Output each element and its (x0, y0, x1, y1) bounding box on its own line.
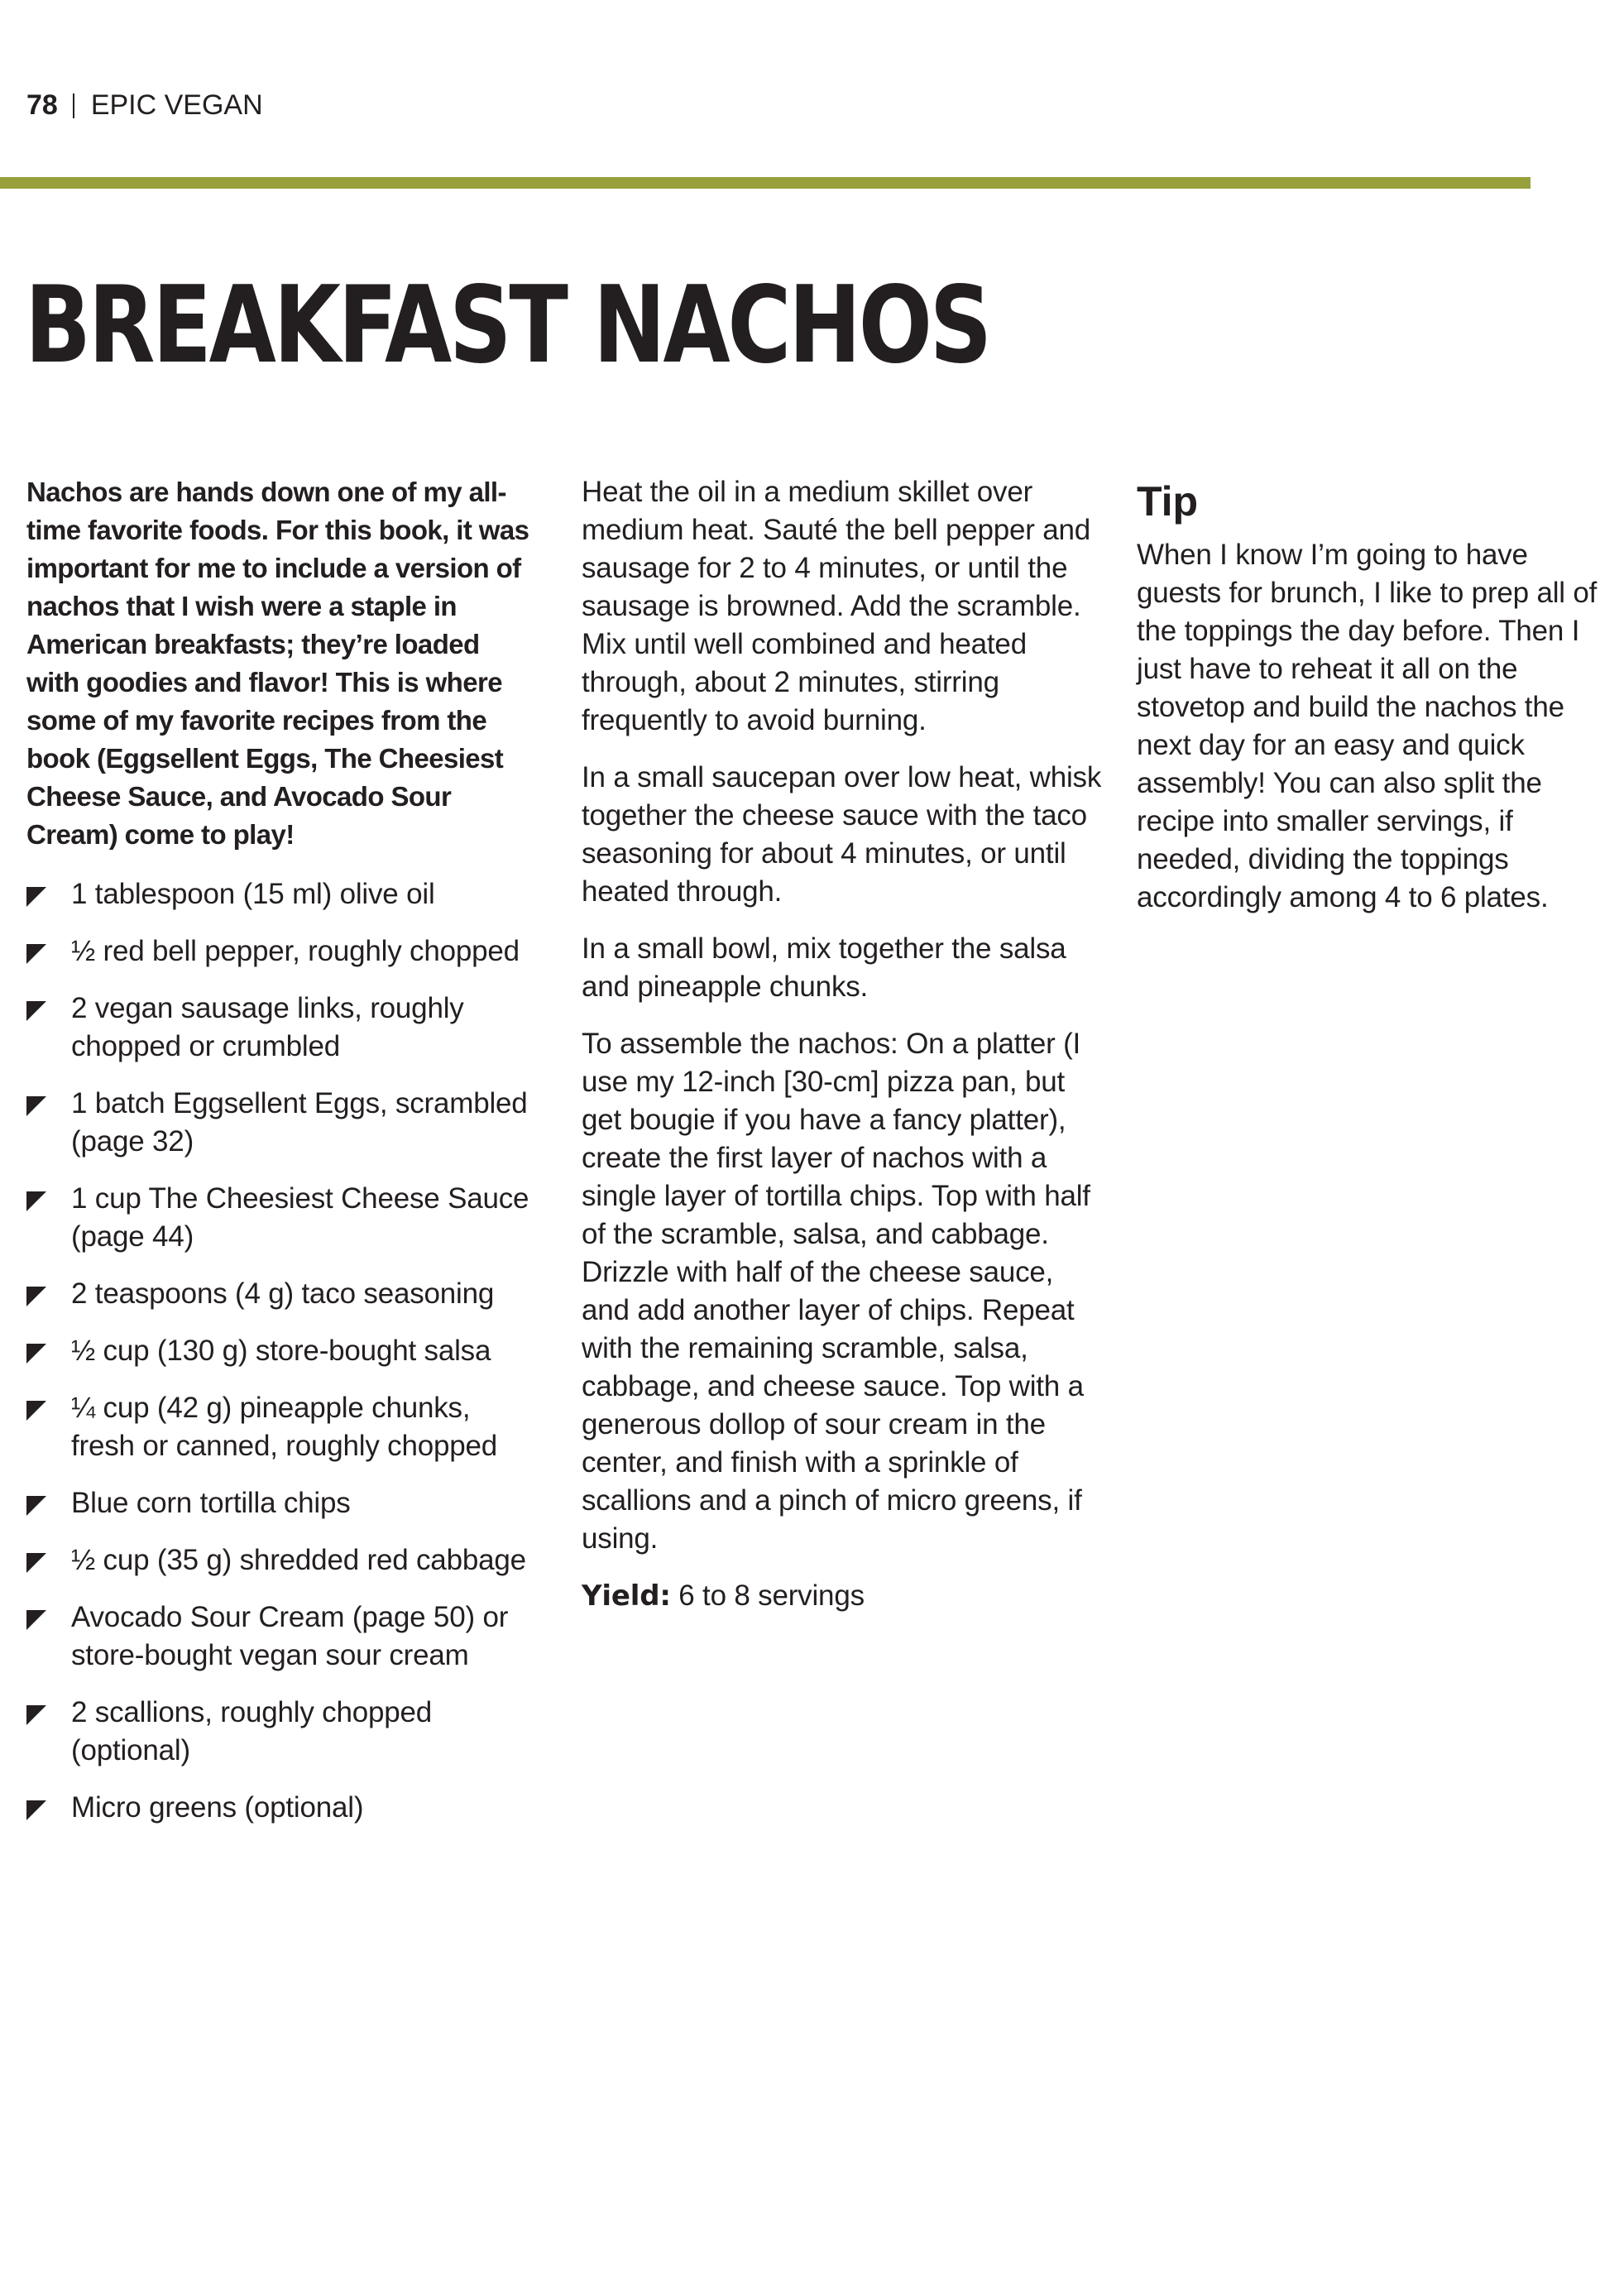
triangle-bullet-icon (26, 1287, 46, 1306)
ingredient-item (26, 1694, 531, 1770)
intro-column (26, 473, 531, 1846)
triangle-bullet-icon (26, 1705, 46, 1725)
ingredient-item (26, 1484, 531, 1522)
triangle-bullet-icon (26, 1401, 46, 1421)
ingredient-item (26, 1389, 531, 1465)
ingredient-text: ½ red bell pepper, roughly chopped (71, 935, 520, 967)
direction-step: In a small saucepan over low heat, whisk together the cheese sauce with the taco seasoning for about 4 minutes, or until heated through. (582, 761, 1102, 908)
ingredient-item (26, 875, 531, 913)
ingredient-item (26, 1332, 531, 1370)
ingredient-text: Blue corn tortilla chips (71, 1487, 351, 1519)
ingredient-text: 2 teaspoons (4 g) taco seasoning (71, 1277, 495, 1310)
header-rule (0, 177, 1531, 189)
direction-step: Heat the oil in a medium skillet over medium heat. Sauté the bell pepper and sausage for 2 to 4 minutes, or until the sausage is browned. Add the scramble. Mix until well combined and heated through, about 2 minutes, stirring frequently to avoid burning. (582, 476, 1091, 736)
ingredient-item (26, 932, 531, 971)
triangle-bullet-icon (26, 1496, 46, 1516)
ingredient-text: 2 scallions, roughly chopped (optional) (71, 1696, 433, 1766)
triangle-bullet-icon (26, 1800, 46, 1820)
running-header (26, 89, 263, 122)
triangle-bullet-icon (26, 1001, 46, 1021)
book-title: EPIC VEGAN (90, 89, 263, 121)
tip-column (1137, 473, 1598, 917)
tip-heading: Tip (1137, 478, 1199, 525)
triangle-bullet-icon (26, 1344, 46, 1364)
yield-line (582, 1577, 1103, 1615)
ingredient-text: ½ cup (35 g) shredded red cabbage (71, 1544, 526, 1576)
triangle-bullet-icon (26, 887, 46, 907)
triangle-bullet-icon (26, 1553, 46, 1573)
ingredient-item (26, 1180, 531, 1256)
yield-label: Yield: (582, 1579, 671, 1613)
ingredient-text: 1 tablespoon (15 ml) olive oil (71, 878, 435, 910)
page-number: 78 (26, 89, 58, 121)
triangle-bullet-icon (26, 944, 46, 964)
ingredient-item (26, 1599, 531, 1675)
ingredient-text: 1 cup The Cheesiest Cheese Sauce (page 44) (71, 1182, 529, 1253)
ingredient-text: Micro greens (optional) (71, 1791, 364, 1824)
triangle-bullet-icon (26, 1191, 46, 1211)
recipe-title: BREAKFAST NACHOS (25, 264, 989, 387)
direction-step: To assemble the nachos: On a platter (I use my 12-inch [30-cm] pizza pan, but get bougie if you have a fancy platter), create the first layer of nachos with a single layer of tortilla chips. Top with half of the scramble, salsa, and cabbage. Drizzle with half of the cheese sauce, and add another layer of chips. Repeat with the remaining scramble, salsa, cabbage, and cheese sauce. Top with a generous dollop of sour cream in the center, and finish with a sprinkle of scallions and a pinch of micro greens, if using. (582, 1028, 1090, 1555)
ingredient-list (26, 875, 531, 1827)
recipe-intro: Nachos are hands down one of my all-time favorite foods. For this book, it was important for me to include a version of nachos that I wish were a staple in American breakfasts; they’re loaded with goodies and flavor! This is where some of my favorite recipes from the book (Eggsellent Eggs, The Cheesiest Cheese Sauce, and Avocado Sour Cream) come to play! (26, 477, 529, 850)
direction-step: In a small bowl, mix together the salsa and pineapple chunks. (582, 932, 1066, 1003)
directions-column (582, 473, 1103, 1634)
ingredient-text: ¼ cup (42 g) pineapple chunks, fresh or canned, roughly chopped (71, 1392, 498, 1462)
ingredient-item (26, 1275, 531, 1313)
ingredient-text: 1 batch Eggsellent Eggs, scrambled (page 32) (71, 1087, 528, 1158)
header-separator (73, 93, 74, 118)
ingredient-item (26, 1789, 531, 1827)
triangle-bullet-icon (26, 1096, 46, 1116)
tip-text: When I know I’m going to have guests for brunch, I like to prep all of the toppings the day before. Then I just have to reheat it all on the stovetop and build the nachos the next day for an easy and quick assembly! You can also split the recipe into smaller servings, if needed, dividing the toppings accordingly among 4 to 6 plates. (1137, 539, 1598, 913)
ingredient-item (26, 1085, 531, 1161)
ingredient-item (26, 990, 531, 1066)
ingredient-text: ½ cup (130 g) store-bought salsa (71, 1335, 491, 1367)
triangle-bullet-icon (26, 1610, 46, 1630)
ingredient-item (26, 1541, 531, 1579)
yield-value: 6 to 8 servings (678, 1579, 865, 1612)
ingredient-text: Avocado Sour Cream (page 50) or store-bought vegan sour cream (71, 1601, 509, 1671)
ingredient-text: 2 vegan sausage links, roughly chopped or crumbled (71, 992, 464, 1062)
